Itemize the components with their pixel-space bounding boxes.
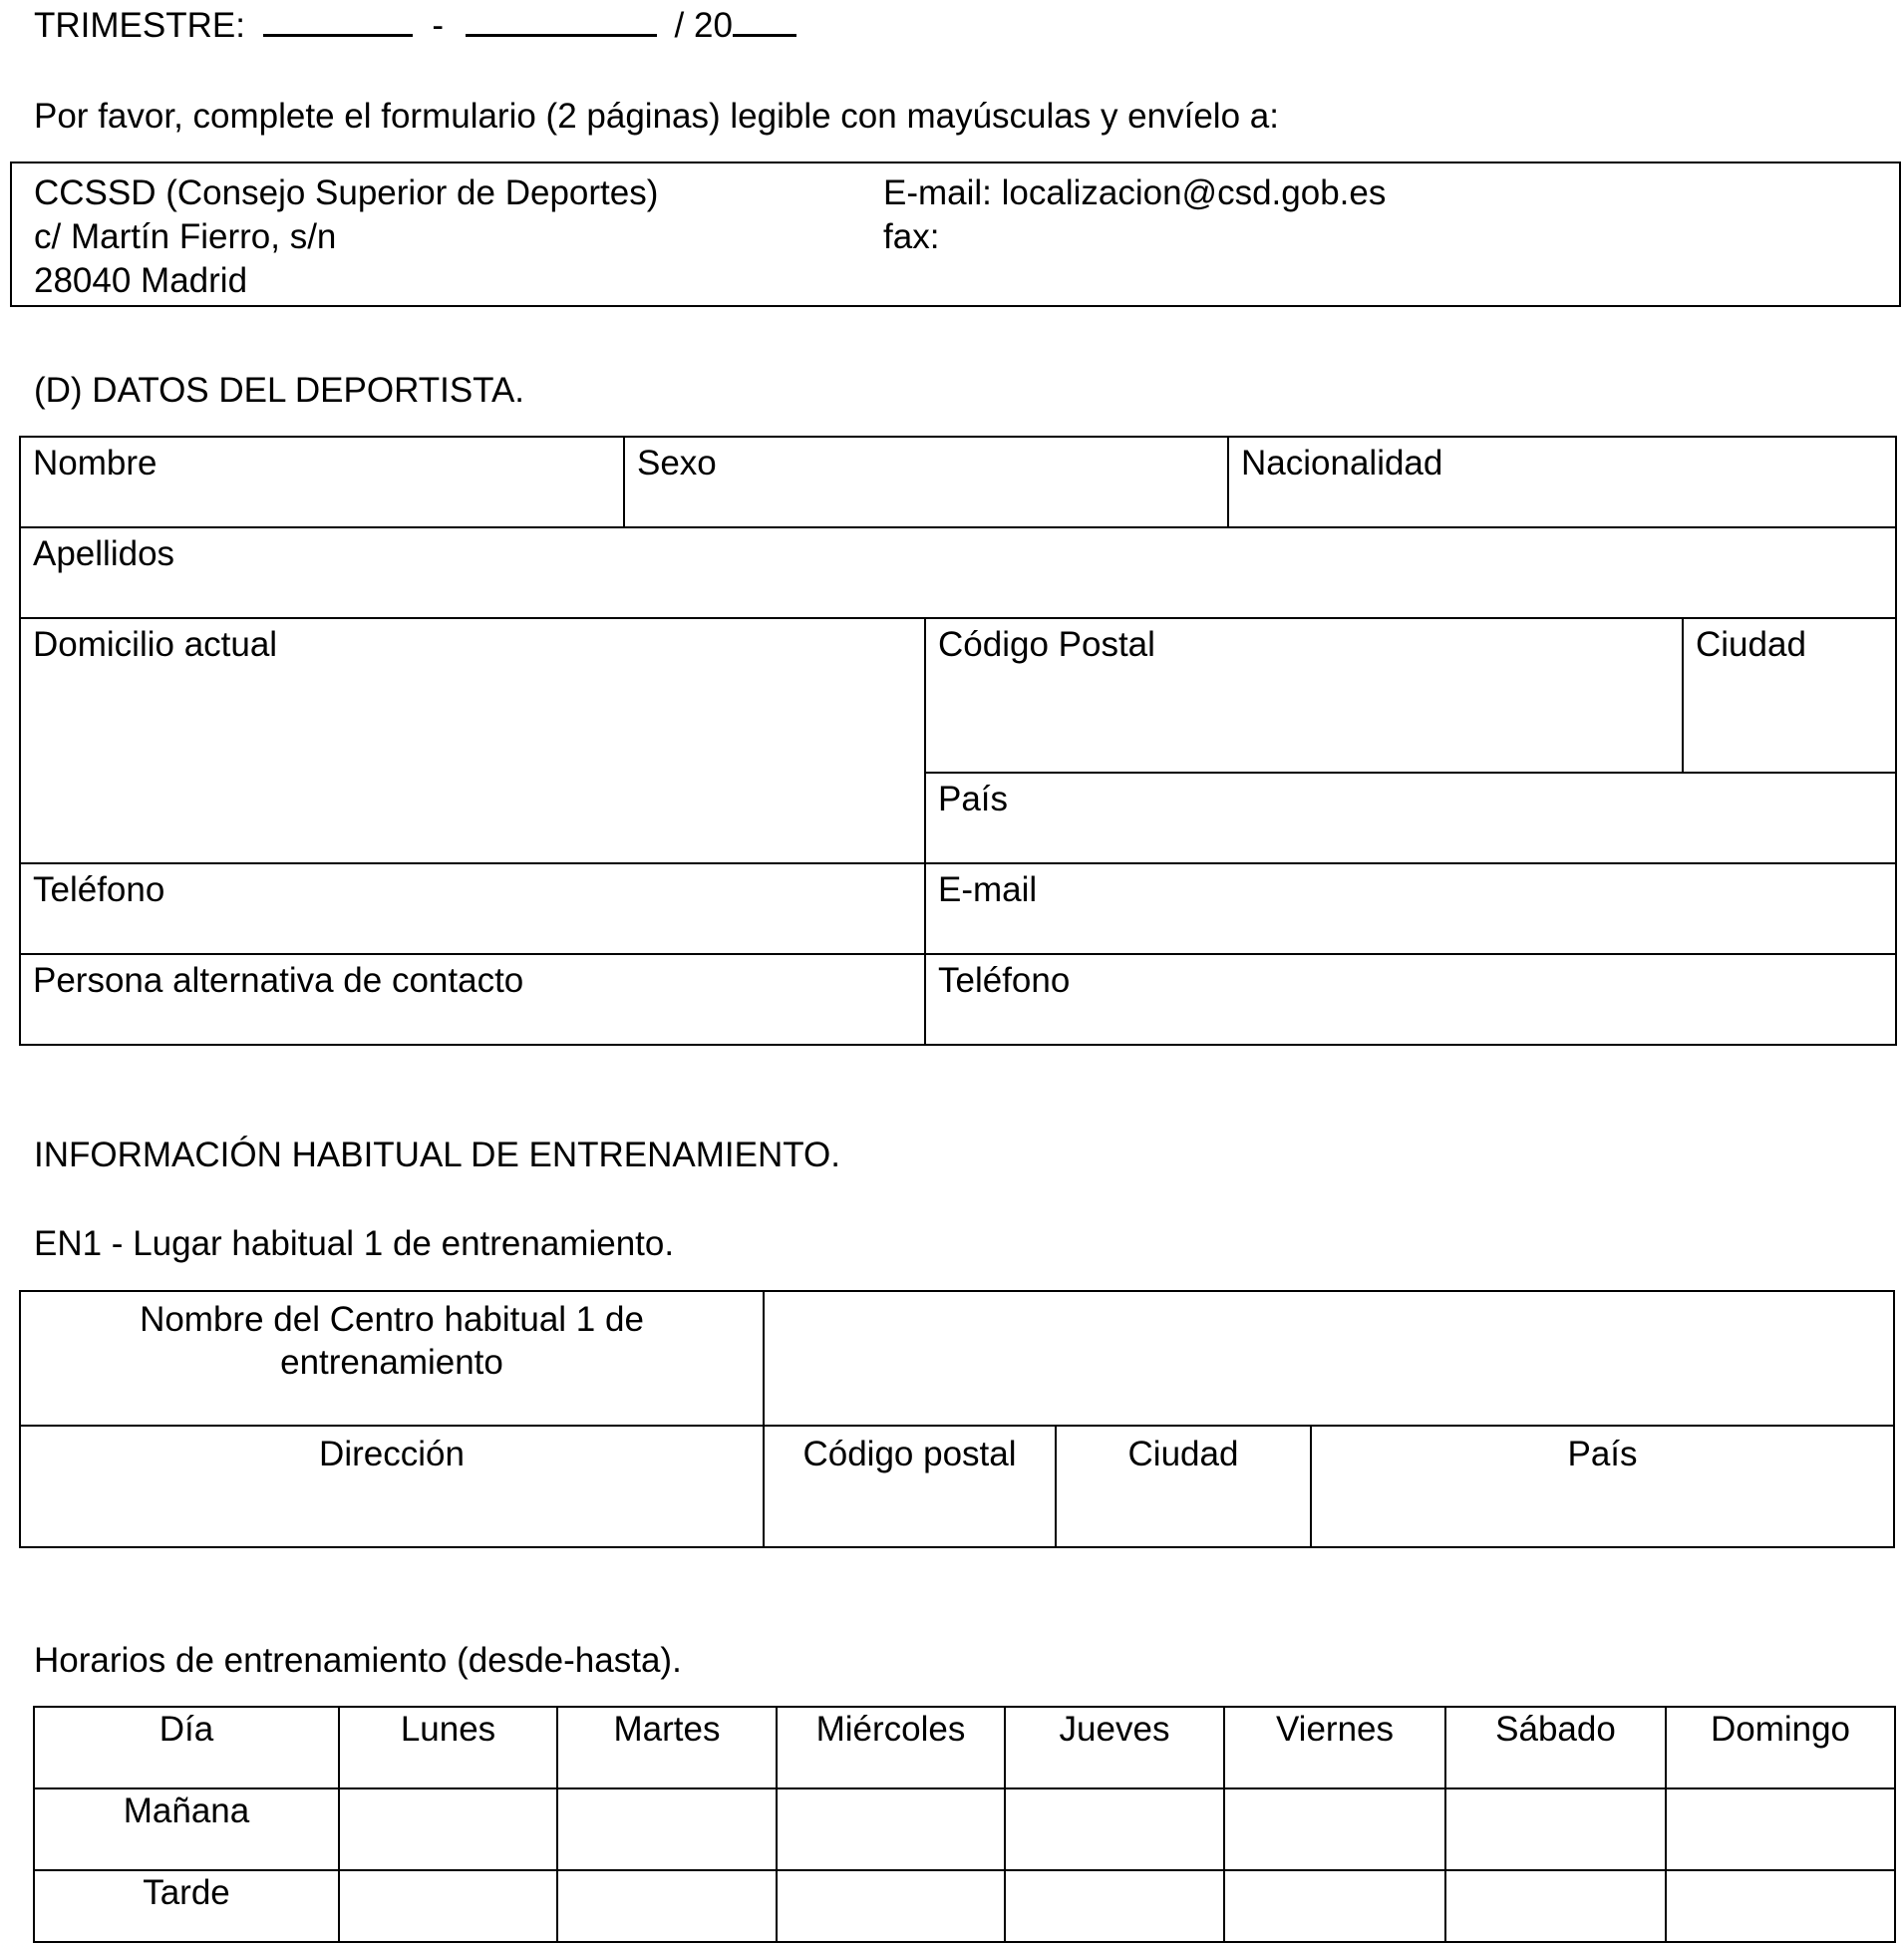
manana-sabado-cell[interactable] (1445, 1788, 1666, 1870)
persona-alternativa-field[interactable] (20, 954, 925, 1045)
pais-field[interactable] (925, 773, 1896, 863)
email-label: E-mail (938, 870, 1038, 909)
en1-codigo-postal-label: Código postal (802, 1435, 1017, 1473)
telefono-alternativo-label: Teléfono (938, 961, 1071, 1000)
instructions-text: Por favor, complete el formulario (2 páginas) legible con mayúsculas y envíelo a: (34, 97, 1279, 136)
tarde-miercoles-cell[interactable] (777, 1870, 1005, 1942)
recipient-contact (883, 171, 1386, 259)
header-martes: Martes (557, 1707, 777, 1788)
tarde-sabado-cell[interactable] (1445, 1870, 1666, 1942)
header-jueves: Jueves (1005, 1707, 1224, 1788)
en1-pais-field[interactable] (1311, 1426, 1894, 1547)
apellidos-field[interactable] (20, 527, 1896, 618)
pais-label: País (938, 780, 1009, 818)
trimestre-label: TRIMESTRE: (34, 6, 245, 45)
en1-pais-label: País (1567, 1435, 1638, 1473)
nombre-label: Nombre (33, 444, 158, 483)
en1-ciudad-field[interactable] (1056, 1426, 1311, 1547)
telefono-label: Teléfono (33, 870, 165, 909)
athlete-section-title: (D) DATOS DEL DEPORTISTA. (34, 371, 525, 410)
trimestre-start-blank[interactable] (263, 4, 413, 37)
athlete-data-table (19, 436, 1897, 1046)
recipient-box (10, 162, 1901, 307)
row-label-manana: Mañana (34, 1788, 339, 1870)
trimestre-end-blank[interactable] (466, 4, 657, 37)
direccion-label: Dirección (319, 1435, 465, 1473)
tarde-jueves-cell[interactable] (1005, 1870, 1224, 1942)
telefono-field[interactable] (20, 863, 925, 954)
ciudad-label: Ciudad (1696, 625, 1806, 664)
apellidos-label: Apellidos (33, 534, 175, 573)
manana-viernes-cell[interactable] (1224, 1788, 1445, 1870)
direccion-field[interactable] (20, 1426, 764, 1547)
manana-jueves-cell[interactable] (1005, 1788, 1224, 1870)
sexo-label: Sexo (637, 444, 717, 483)
domicilio-label: Domicilio actual (33, 625, 278, 664)
telefono-alternativo-field[interactable] (925, 954, 1896, 1045)
trimestre-line (34, 4, 796, 49)
year-prefix: / 20 (674, 6, 733, 45)
nacionalidad-field[interactable] (1228, 437, 1896, 527)
schedule-table (33, 1706, 1896, 1943)
tarde-martes-cell[interactable] (557, 1870, 777, 1942)
header-miercoles: Miércoles (777, 1707, 1005, 1788)
recipient-name: CCSSD (Consejo Superior de Deportes) (34, 173, 659, 212)
schedule-title: Horarios de entrenamiento (desde-hasta). (34, 1641, 682, 1680)
tarde-domingo-cell[interactable] (1666, 1870, 1895, 1942)
header-dia: Día (34, 1707, 339, 1788)
en1-table (19, 1290, 1895, 1548)
codigo-postal-label: Código Postal (938, 625, 1155, 664)
tarde-viernes-cell[interactable] (1224, 1870, 1445, 1942)
trimestre-dash: - (432, 6, 445, 45)
sexo-field[interactable] (624, 437, 1228, 527)
centro-label-cell (20, 1291, 764, 1426)
recipient-street: c/ Martín Fierro, s/n (34, 217, 337, 256)
ciudad-field[interactable] (1683, 618, 1896, 773)
en1-ciudad-label: Ciudad (1127, 1435, 1239, 1473)
header-sabado: Sábado (1445, 1707, 1666, 1788)
centro-input-field[interactable] (764, 1291, 1894, 1426)
en1-title: EN1 - Lugar habitual 1 de entrenamiento. (34, 1224, 675, 1263)
nacionalidad-label: Nacionalidad (1241, 444, 1443, 483)
manana-miercoles-cell[interactable] (777, 1788, 1005, 1870)
training-section-title: INFORMACIÓN HABITUAL DE ENTRENAMIENTO. (34, 1135, 840, 1174)
nombre-field[interactable] (20, 437, 624, 527)
persona-alternativa-label: Persona alternativa de contacto (33, 961, 524, 1000)
en1-codigo-postal-field[interactable] (764, 1426, 1056, 1547)
header-viernes: Viernes (1224, 1707, 1445, 1788)
manana-lunes-cell[interactable] (339, 1788, 557, 1870)
recipient-email: E-mail: localizacion@csd.gob.es (883, 173, 1387, 212)
centro-label: Nombre del Centro habitual 1 de entrenamiento (140, 1300, 644, 1382)
codigo-postal-field[interactable] (925, 618, 1683, 773)
domicilio-field[interactable] (20, 618, 925, 863)
tarde-lunes-cell[interactable] (339, 1870, 557, 1942)
manana-martes-cell[interactable] (557, 1788, 777, 1870)
row-label-tarde: Tarde (34, 1870, 339, 1942)
header-lunes: Lunes (339, 1707, 557, 1788)
year-blank[interactable] (733, 4, 796, 37)
manana-domingo-cell[interactable] (1666, 1788, 1895, 1870)
recipient-city: 28040 Madrid (34, 261, 248, 300)
recipient-fax: fax: (883, 217, 940, 256)
recipient-address (34, 171, 658, 303)
email-field[interactable] (925, 863, 1896, 954)
header-domingo: Domingo (1666, 1707, 1895, 1788)
